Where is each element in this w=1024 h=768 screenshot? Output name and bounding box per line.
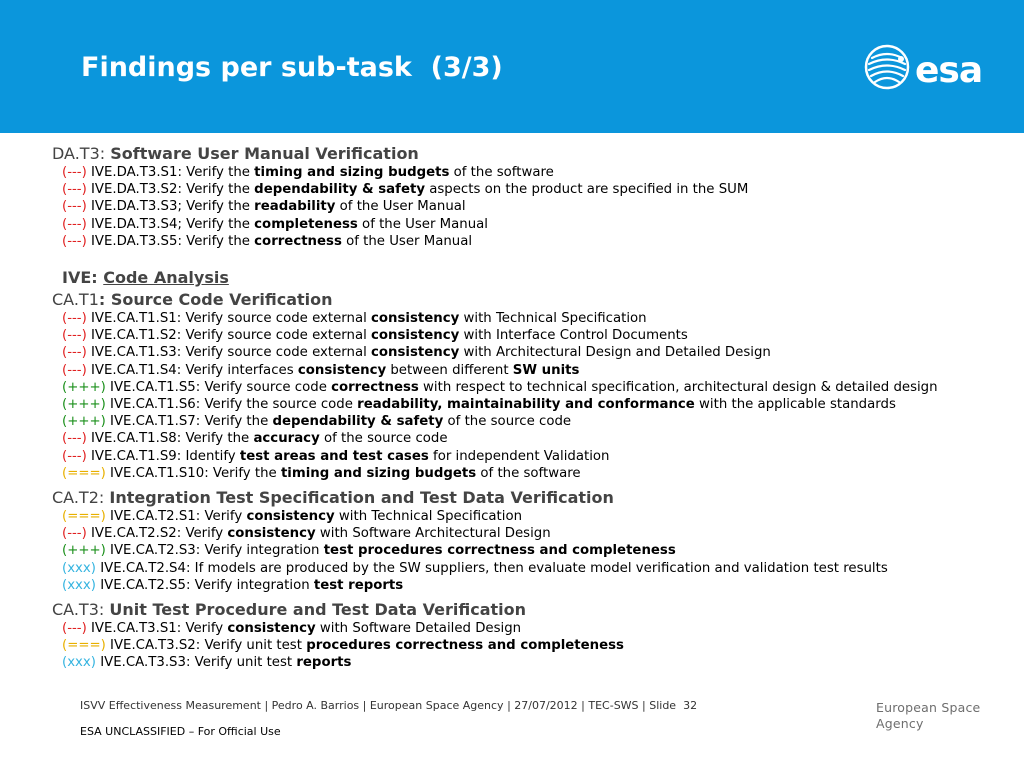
finding-item [62, 508, 1012, 525]
finding-item [62, 216, 1012, 233]
finding-text: IVE.CA.T2.S5: Verify integration [95, 577, 314, 593]
finding-text: IVE.CA.T3.S3: Verify unit test [95, 655, 297, 671]
status-mark-negative: (---) [62, 621, 87, 637]
finding-item [62, 654, 1012, 671]
ca-section-group [52, 290, 1012, 672]
finding-text: IVE.CA.T1.S3: Verify source code external [86, 345, 372, 361]
slide-content [52, 144, 1012, 672]
status-mark-negative: (---) [62, 448, 87, 464]
finding-keyword: accuracy [253, 431, 320, 447]
finding-keyword: timing and sizing budgets [254, 165, 450, 180]
finding-text: of the source code [319, 431, 448, 447]
finding-text: of the User Manual [335, 199, 466, 215]
section-title [52, 600, 1012, 620]
finding-text: of the source code [443, 414, 572, 430]
ive-heading [62, 268, 1012, 288]
finding-list [52, 620, 1012, 672]
finding-keyword: readability, maintainability and conformance [357, 397, 695, 413]
finding-text: IVE.DA.T3.S2: Verify the [86, 182, 255, 198]
section-name: Software User Manual Verification [110, 144, 419, 163]
finding-text: IVE.CA.T1.S9: Identify [86, 448, 240, 464]
finding-text: between different [386, 362, 513, 378]
finding-text: with Software Detailed Design [315, 621, 522, 637]
finding-item [62, 430, 1012, 447]
finding-item [62, 542, 1012, 559]
finding-keyword: test procedures correctness and completeness [323, 543, 676, 559]
finding-text: IVE.CA.T3.S1: Verify [86, 621, 228, 637]
finding-item [62, 396, 1012, 413]
finding-keyword: consistency [246, 509, 335, 525]
finding-item [62, 181, 1012, 198]
finding-item [62, 362, 1012, 379]
finding-item [62, 379, 1012, 396]
finding-keyword: consistency [371, 345, 460, 361]
finding-text: IVE.DA.T3.S1: Verify the [86, 165, 255, 180]
section-name: Unit Test Procedure and Test Data Verification [109, 600, 527, 620]
finding-text: of the software [476, 465, 581, 481]
finding-text: IVE.CA.T2.S3: Verify integration [105, 543, 324, 559]
finding-list [52, 310, 1012, 482]
finding-text: IVE.CA.T1.S8: Verify the [86, 431, 254, 447]
section-ca-t2 [52, 488, 1012, 594]
status-mark-negative: (---) [62, 431, 87, 447]
finding-text: with Technical Specification [334, 509, 523, 525]
finding-text: for independent Validation [428, 448, 610, 464]
finding-keyword: consistency [371, 311, 460, 327]
finding-item [62, 413, 1012, 430]
finding-text: with Architectural Design and Detailed Design [459, 345, 771, 361]
finding-keyword: consistency [227, 621, 316, 637]
status-mark-negative: (---) [62, 328, 87, 344]
section-da-t3 [52, 144, 1012, 250]
footer-classification: ESA UNCLASSIFIED – For Official Use [80, 725, 281, 738]
finding-keyword: timing and sizing budgets [280, 465, 477, 481]
status-mark-negative: (---) [62, 345, 87, 361]
finding-text: IVE.CA.T3.S2: Verify unit test [105, 638, 307, 654]
finding-keyword: test reports [313, 577, 404, 593]
status-mark-positive: (+++) [62, 414, 106, 430]
section-code: CA.T1 [52, 290, 99, 310]
finding-list [52, 508, 1012, 594]
section-ca-t3 [52, 600, 1012, 672]
finding-item [62, 198, 1012, 215]
finding-item [62, 560, 1012, 577]
finding-text: with Software Architectural Design [315, 526, 551, 542]
finding-keyword: procedures correctness and completeness [306, 638, 624, 654]
finding-text: IVE.DA.T3.S4; Verify the [86, 216, 255, 232]
status-mark-negative: (---) [62, 233, 87, 249]
section-name: Integration Test Specification and Test Data Verification [109, 488, 614, 508]
finding-keyword: SW units [512, 362, 580, 378]
finding-text: IVE.DA.T3.S5: Verify the [86, 233, 255, 249]
finding-item [62, 525, 1012, 542]
finding-text: IVE.CA.T1.S7: Verify the [105, 414, 273, 430]
status-mark-positive: (+++) [62, 543, 106, 559]
finding-item [62, 327, 1012, 344]
finding-text: of the software [449, 165, 554, 180]
finding-item [62, 637, 1012, 654]
finding-text: with Technical Specification [459, 311, 647, 327]
finding-text: IVE.CA.T2.S4: If models are produced by the SW suppliers, then evaluate model verification and validation test results [95, 560, 888, 576]
finding-keyword: correctness [254, 233, 342, 249]
finding-text: aspects on the product are specified in the SUM [425, 182, 749, 198]
section-separator: : [98, 488, 110, 508]
finding-keyword: readability [254, 199, 336, 215]
section-code: CA.T2 [52, 488, 99, 508]
status-mark-positive: (+++) [62, 379, 106, 395]
finding-text: IVE.CA.T1.S2: Verify source code external [86, 328, 372, 344]
finding-item [62, 465, 1012, 482]
finding-text: of the User Manual [341, 233, 473, 249]
finding-text: IVE.CA.T2.S2: Verify [86, 526, 228, 542]
finding-item [62, 233, 1012, 250]
finding-item [62, 577, 1012, 594]
finding-item [62, 164, 1012, 181]
ive-heading-prefix: IVE: [62, 268, 104, 288]
status-mark-negative: (---) [62, 526, 87, 542]
section-title [52, 290, 1012, 310]
status-mark-negative: (---) [62, 182, 87, 198]
status-mark-negative: (---) [62, 165, 87, 180]
status-mark-neutral: (===) [62, 638, 106, 654]
section-separator: : [98, 600, 110, 620]
status-mark-negative: (---) [62, 199, 87, 215]
status-mark-not_applicable: (xxx) [62, 577, 96, 593]
finding-text: IVE.CA.T2.S1: Verify [105, 509, 247, 525]
finding-keyword: dependability & safety [272, 414, 444, 430]
section-separator: : [98, 290, 111, 310]
finding-text: IVE.CA.T1.S1: Verify source code external [86, 311, 372, 327]
finding-keyword: consistency [371, 328, 460, 344]
finding-keyword: reports [296, 655, 352, 671]
finding-text: of the User Manual [357, 216, 488, 232]
header-band [0, 0, 1024, 133]
status-mark-not_applicable: (xxx) [62, 560, 96, 576]
section-title [52, 488, 1012, 508]
finding-text: with the applicable standards [694, 397, 896, 413]
footer-info: ISVV Effectiveness Measurement | Pedro A. Barrios | European Space Agency | 27/07/2012 | TEC-SWS | Slide 32 [80, 699, 698, 712]
section-name: Source Code Verification [110, 290, 333, 310]
finding-keyword: consistency [297, 362, 387, 378]
finding-keyword: test areas and test cases [239, 448, 429, 464]
finding-text: IVE.CA.T1.S10: Verify the [105, 465, 281, 481]
section-title [52, 144, 1012, 164]
section-code: DA.T3 [52, 144, 100, 163]
code-analysis-link[interactable]: Code Analysis [103, 268, 229, 288]
status-mark-negative: (---) [62, 311, 87, 327]
finding-text: with Interface Control Documents [459, 328, 688, 344]
section-separator: : [99, 144, 111, 163]
status-mark-neutral: (===) [62, 465, 106, 481]
finding-keyword: completeness [254, 216, 358, 232]
section-code: CA.T3 [52, 600, 99, 620]
esa-logo-icon [862, 40, 1002, 94]
status-mark-negative: (---) [62, 216, 87, 232]
finding-text: IVE.DA.T3.S3; Verify the [86, 199, 255, 215]
finding-keyword: correctness [331, 379, 419, 395]
finding-text: with respect to technical specification, architectural design & detailed design [418, 379, 938, 395]
status-mark-negative: (---) [62, 362, 87, 378]
da-section-group [52, 144, 1012, 250]
status-mark-positive: (+++) [62, 397, 106, 413]
finding-keyword: dependability & safety [254, 182, 425, 198]
finding-item [62, 344, 1012, 361]
finding-item [62, 310, 1012, 327]
section-ca-t1 [52, 290, 1012, 482]
finding-list [52, 164, 1012, 250]
agency-name: European Space Agency [876, 700, 981, 731]
finding-keyword: consistency [227, 526, 316, 542]
status-mark-neutral: (===) [62, 509, 106, 525]
slide-title: Findings per sub-task (3/3) [81, 52, 503, 83]
finding-item [62, 448, 1012, 465]
finding-text: IVE.CA.T1.S6: Verify the source code [105, 397, 358, 413]
finding-item [62, 620, 1012, 637]
finding-text: IVE.CA.T1.S5: Verify source code [105, 379, 332, 395]
finding-text: IVE.CA.T1.S4: Verify interfaces [86, 362, 298, 378]
status-mark-not_applicable: (xxx) [62, 655, 96, 671]
svg-text:esa: esa [915, 50, 983, 91]
